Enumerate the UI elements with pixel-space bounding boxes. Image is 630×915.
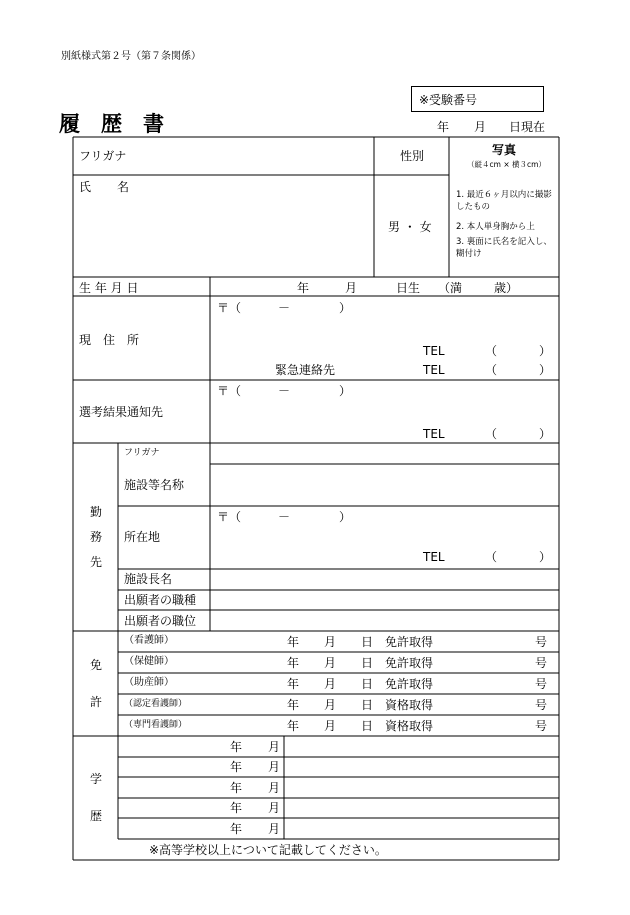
license-row-2-kind: 免許取得 (385, 656, 434, 670)
workplace-label-3: 先 (90, 555, 103, 569)
form-id-label: 別紙様式第２号（第７条関係） (61, 51, 201, 62)
address-input[interactable] (212, 318, 552, 340)
notice-address-label: 選考結果通知先 (79, 405, 164, 419)
license-row-2-day: 日 (361, 656, 374, 670)
photo-note-2: 2. 本人単身胸から上 (456, 222, 535, 232)
workplace-position-label: 出願者の職位 (124, 614, 197, 628)
workplace-tel-open: （ (485, 550, 498, 564)
furigana-label: フリガナ (79, 149, 127, 163)
license-label-2: 許 (90, 695, 103, 709)
name-input[interactable] (140, 178, 370, 274)
date-day-label: 日現在 (509, 120, 546, 134)
emergency-tel-open: （ (485, 363, 498, 377)
gender-options[interactable]: 男 ・ 女 (388, 220, 432, 234)
workplace-postal-dash: － (278, 510, 291, 524)
license-row-4-day: 日 (361, 698, 374, 712)
edu-row-2-year: 年 (230, 760, 243, 774)
edu-row-3-year: 年 (230, 781, 243, 795)
notice-postal-prefix: 〒（ (217, 384, 242, 398)
license-label-1: 免 (90, 658, 103, 672)
workplace-label-2: 務 (90, 530, 103, 544)
birth-age-close: 歳） (494, 281, 519, 295)
license-row-2-name: （保健師） (124, 656, 174, 667)
emergency-tel-label: TEL (423, 363, 445, 377)
edu-row-5-month: 月 (268, 822, 281, 836)
workplace-facility-label: 施設等名称 (124, 478, 185, 492)
license-row-4-kind: 資格取得 (385, 698, 434, 712)
notice-tel-close: ） (539, 427, 552, 441)
license-row-1-month: 月 (324, 635, 337, 649)
license-row-4-name: （認定看護師） (124, 699, 188, 709)
address-tel-label: TEL (423, 344, 445, 358)
license-row-5-number: 号 (535, 719, 548, 733)
license-row-2-year: 年 (287, 656, 300, 670)
edu-row-4-year: 年 (230, 801, 243, 815)
education-note: ※高等学校以上について記載してください。 (149, 843, 387, 857)
address-tel-open: （ (485, 344, 498, 358)
license-row-2-month: 月 (324, 656, 337, 670)
address-postal-dash: － (278, 301, 291, 315)
address-postal-prefix: 〒（ (217, 301, 242, 315)
birth-month: 月 (345, 281, 358, 295)
emergency-tel-close: ） (539, 363, 552, 377)
workplace-tel-label: TEL (423, 550, 445, 564)
license-row-3-day: 日 (361, 677, 374, 691)
title-char-2: 歴 (101, 112, 122, 136)
birth-day: 日生 (396, 281, 421, 295)
license-row-3-number: 号 (535, 677, 548, 691)
license-row-5-name: （専門看護師） (124, 720, 188, 730)
license-row-4-year: 年 (287, 698, 300, 712)
photo-note-3: 3. 裏面に氏名を記入し、糊付け (456, 237, 552, 260)
photo-size: （縦４cm × 横３cm） (467, 160, 546, 169)
photo-title: 写真 (492, 143, 517, 157)
edu-row-4-month: 月 (268, 801, 281, 815)
photo-note-1: 1. 最近６ヶ月以内に撮影したもの (456, 190, 552, 213)
license-row-1-number: 号 (535, 635, 548, 649)
license-row-2-number: 号 (535, 656, 548, 670)
license-row-1-kind: 免許取得 (385, 635, 434, 649)
name-label-1: 氏 (79, 180, 92, 194)
emergency-label: 緊急連絡先 (275, 363, 336, 377)
notice-address-input[interactable] (212, 401, 552, 423)
address-tel-close: ） (539, 344, 552, 358)
notice-tel-open: （ (485, 427, 498, 441)
license-row-5-year: 年 (287, 719, 300, 733)
workplace-location-label: 所在地 (124, 530, 161, 544)
date-year-label: 年 (437, 120, 450, 134)
edu-row-3-month: 月 (268, 781, 281, 795)
license-row-3-month: 月 (324, 677, 337, 691)
notice-postal-close: ） (339, 384, 352, 398)
license-row-5-month: 月 (324, 719, 337, 733)
notice-tel-label: TEL (423, 427, 445, 441)
education-label-1: 学 (90, 772, 103, 786)
workplace-occupation-label: 出願者の職種 (124, 593, 197, 607)
license-row-5-day: 日 (361, 719, 374, 733)
furigana-input[interactable] (210, 140, 370, 172)
birth-label: 生 年 月 日 (79, 281, 139, 295)
date-month-label: 月 (474, 120, 487, 134)
edu-row-2-month: 月 (268, 760, 281, 774)
birth-age-open: （満 (438, 281, 463, 295)
license-row-1-year: 年 (287, 635, 300, 649)
license-row-3-kind: 免許取得 (385, 677, 434, 691)
license-row-3-year: 年 (287, 677, 300, 691)
address-postal-close: ） (339, 301, 352, 315)
edu-row-5-year: 年 (230, 822, 243, 836)
notice-postal-dash: － (278, 384, 291, 398)
edu-row-1-month: 月 (268, 740, 281, 754)
workplace-furigana-label: フリガナ (124, 448, 160, 458)
gender-label: 性別 (400, 149, 425, 163)
license-row-1-name: （看護師） (124, 635, 174, 646)
workplace-label-1: 勤 (90, 505, 103, 519)
license-row-1-day: 日 (361, 635, 374, 649)
exam-number-label: ※受験番号 (419, 93, 478, 107)
workplace-director-label: 施設長名 (124, 572, 173, 586)
license-row-4-number: 号 (535, 698, 548, 712)
license-row-4-month: 月 (324, 698, 337, 712)
title-char-3: 書 (143, 112, 164, 136)
birth-year: 年 (297, 281, 310, 295)
license-row-5-kind: 資格取得 (385, 719, 434, 733)
workplace-postal-close: ） (339, 510, 352, 524)
license-row-3-name: （助産師） (124, 677, 174, 688)
workplace-tel-close: ） (539, 550, 552, 564)
workplace-postal-prefix: 〒（ (217, 510, 242, 524)
title-char-1: 履 (59, 112, 80, 136)
address-label: 現 住 所 (79, 333, 140, 347)
education-label-2: 歴 (90, 809, 103, 823)
edu-row-1-year: 年 (230, 740, 243, 754)
name-label-2: 名 (117, 180, 130, 194)
